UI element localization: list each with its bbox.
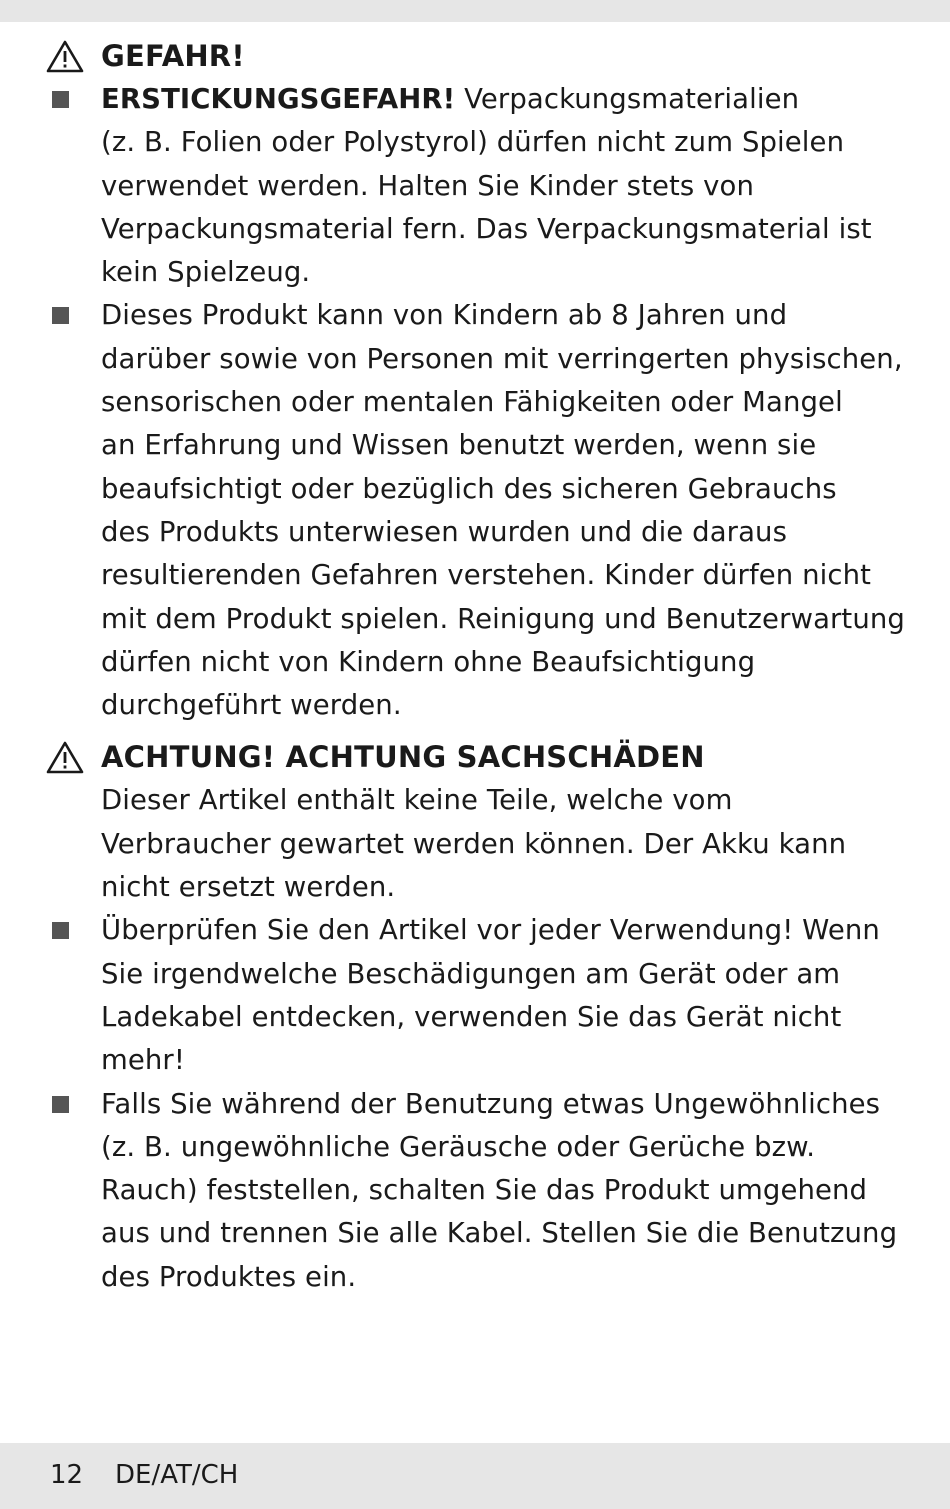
text-line: (z. B. Folien oder Polystyrol) dürfen nicht zum Spielen: [101, 126, 845, 159]
text-line: (z. B. ungewöhnliche Geräusche oder Gerüche bzw.: [101, 1130, 816, 1163]
square-bullet-icon: [52, 91, 69, 108]
text-line: kein Spielzeug.: [101, 256, 311, 289]
text-line: aus und trennen Sie alle Kabel. Stellen Sie die Benutzung: [101, 1217, 898, 1250]
text-line: des Produktes ein.: [101, 1260, 357, 1293]
list-item: [0, 1083, 898, 1299]
text-line: dürfen nicht von Kindern ohne Beaufsichtigung: [101, 645, 756, 678]
text-line: Sie irgendwelche Beschädigungen am Gerät oder am: [101, 957, 841, 990]
region-code: DE/AT/CH: [115, 1460, 239, 1490]
square-bullet-icon: [52, 307, 69, 324]
text-line: des Produkts unterwiesen wurden und die daraus: [101, 515, 787, 548]
square-bullet-icon: [52, 1096, 69, 1113]
text-line: Falls Sie während der Benutzung etwas Ungewöhnliches: [101, 1087, 881, 1120]
text-line: Rauch) feststellen, schalten Sie das Produkt umgehend: [101, 1174, 868, 1207]
danger-heading: [0, 34, 950, 78]
top-band: [0, 0, 950, 22]
text-line: verwendet werden. Halten Sie Kinder stets von: [101, 169, 754, 202]
text-line: an Erfahrung und Wissen benutzt werden, wenn sie: [101, 429, 817, 462]
page-footer: [0, 1443, 950, 1509]
text-line: Überprüfen Sie den Artikel vor jeder Verwendung! Wenn: [101, 914, 880, 947]
text-line: durchgeführt werden.: [101, 689, 402, 722]
caution-heading: [0, 735, 950, 779]
warning-triangle-icon: [46, 741, 84, 774]
text-line: Dieses Produkt kann von Kindern ab 8 Jahren und: [101, 299, 788, 332]
list-item: [0, 294, 905, 727]
list-item: [0, 78, 891, 294]
text-line: Ladekabel entdecken, verwenden Sie das Gerät nicht: [101, 1000, 842, 1033]
text-line: Verbraucher gewartet werden können. Der Akku kann: [101, 827, 847, 860]
caution-heading-text: ACHTUNG! ACHTUNG SACHSCHÄDEN: [101, 740, 705, 775]
caution-intro: [0, 779, 891, 909]
text-line: beaufsichtigt oder bezüglich des sicheren Gebrauchs: [101, 472, 837, 505]
text-line: sensorischen oder mentalen Fähigkeiten oder Mangel: [101, 386, 843, 419]
list-item: [0, 909, 891, 1082]
suffocation-warning-label: ERSTICKUNGSGEFAHR!: [101, 83, 456, 115]
danger-heading-text: GEFAHR!: [101, 39, 245, 73]
text-line: mit dem Produkt spielen. Reinigung und Benutzerwartung: [101, 602, 905, 635]
text-line: mehr!: [101, 1044, 185, 1077]
text-line: resultierenden Gefahren verstehen. Kinder dürfen nicht: [101, 559, 872, 592]
text-line: nicht ersetzt werden.: [101, 871, 396, 904]
text-line: Verpackungsmaterialien: [455, 83, 800, 115]
text-line: darüber sowie von Personen mit verringerten physischen,: [101, 342, 903, 375]
manual-content: [0, 34, 950, 1299]
text-line: Dieser Artikel enthält keine Teile, welche vom: [101, 784, 733, 817]
text-line: Verpackungsmaterial fern. Das Verpackungsmaterial ist: [101, 212, 872, 245]
warning-triangle-icon: [46, 40, 84, 73]
square-bullet-icon: [52, 922, 69, 939]
page-number: 12: [50, 1460, 84, 1490]
